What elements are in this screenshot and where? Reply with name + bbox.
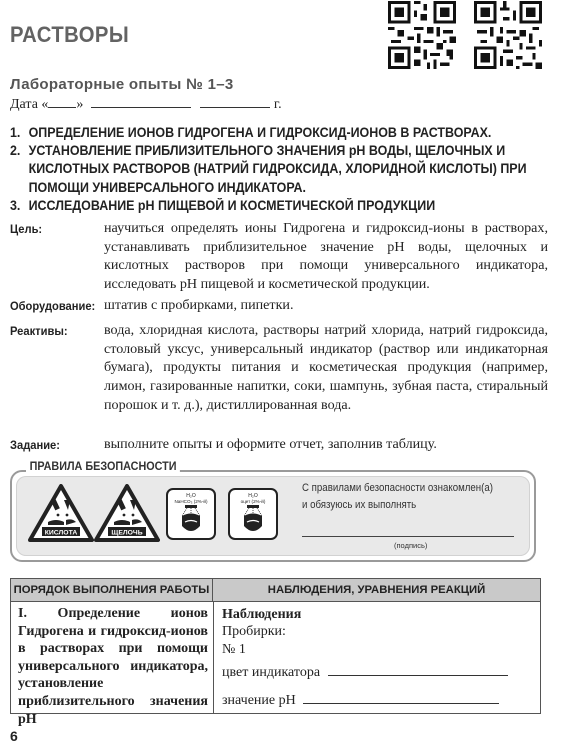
table-header-procedure: ПОРЯДОК ВЫПОЛНЕНИЯ РАБОТЫ <box>11 579 213 602</box>
topic-text: ИССЛЕДОВАНИЕ pH ПИЩЕВОЙ И КОСМЕТИЧЕСКОЙ ПРОДУКЦИИ <box>28 197 436 213</box>
qr-code-icon[interactable] <box>388 0 456 70</box>
vinegar-sign-water: H₂O <box>248 493 258 499</box>
acid-sign-label: КИСЛОТА <box>44 529 78 537</box>
day-blank[interactable] <box>48 96 76 108</box>
qr-code-icon[interactable] <box>474 0 542 70</box>
page-title: РАСТВОРЫ <box>10 22 130 47</box>
ph-value-row <box>222 692 538 709</box>
table-header-observations: НАБЛЮДЕНИЯ, УРАВНЕНИЯ РЕАКЦИЙ <box>213 579 540 602</box>
reagents-label: Реактивы: <box>10 324 68 338</box>
topic-text: УСТАНОВЛЕНИЕ ПРИБЛИЗИТЕЛЬНОГО ЗНАЧЕНИЯ pH ВОДЫ, ЩЕЛОЧНЫХ И КИСЛОТНЫХ РАСТВОРОВ (НАТРИЙ ГИДРОКСИДА, ХЛОРИДНОЙ КИСЛОТЫ) ПРИ ПОМОЩИ УНИВЕРСАЛЬНОГО ИНДИКАТОРА. <box>28 143 527 195</box>
soda-sign-water: H₂O <box>186 493 196 499</box>
page-number: 6 <box>10 728 18 744</box>
date-open-quote: « <box>41 97 49 112</box>
goal-text: научиться определять ионы Гидрогена и гидроксид-ионы в растворах, устанавливать приблизительное значение pH воды, щелочных и кислотных растворов при помощи универсального индикатора, исследовать pH пищевой и косметической продукции. <box>104 220 548 293</box>
vinegar-sign-sublabel: оцет (2%-й) <box>240 499 266 504</box>
year-blank[interactable] <box>200 96 270 108</box>
task-text: выполните опыты и оформите отчет, заполнив таблицу. <box>104 436 437 452</box>
date-close-quote: » <box>76 97 84 112</box>
equipment-label: Оборудование: <box>10 299 96 313</box>
safety-rules-title: ПРАВИЛА БЕЗОПАСНОСТИ <box>26 459 180 473</box>
table-column-divider <box>213 602 214 714</box>
date-label: Дата <box>10 97 38 112</box>
acid-hazard-icon <box>28 484 94 542</box>
topic-item <box>10 124 548 142</box>
month-blank[interactable] <box>91 96 191 108</box>
goal-label: Цель: <box>10 222 43 236</box>
topic-number: 1. <box>10 125 21 140</box>
indicator-color-row <box>222 664 538 681</box>
safety-note-line1: С правилами безопасности ознакомлен(а) <box>302 482 493 494</box>
eye-wash-vinegar-icon <box>228 488 278 540</box>
date-line <box>10 96 282 113</box>
ph-value-label: значение pH <box>222 692 296 708</box>
signature-caption: (подпись) <box>394 541 428 550</box>
reagents-text: вода, хлоридная кислота, растворы натрий хлорида, натрий гидроксида, столовый уксус, универсальный индикатор (раствор или индикаторная бумага), продукты питания и косметическая продукция (например, лимон, газированные напитки, соки, шампунь, зубная паста, стиральный порошок и т. д.), дистиллированная вода. <box>104 322 548 413</box>
equipment-text: штатив с пробирками, пипетки. <box>104 297 294 313</box>
eye-wash-soda-icon <box>166 488 216 540</box>
indicator-color-blank[interactable] <box>328 664 508 676</box>
topic-text: ОПРЕДЕЛЕНИЕ ИОНОВ ГИДРОГЕНА И ГИДРОКСИД-ИОНОВ В РАСТВОРАХ. <box>28 125 492 140</box>
topic-item <box>10 197 548 215</box>
safety-note-line2: и обязуюсь их выполнять <box>302 499 417 511</box>
safety-acknowledgement <box>302 480 493 514</box>
topics-list <box>10 124 550 215</box>
alkali-hazard-icon <box>94 484 160 542</box>
observations-cell <box>222 606 538 709</box>
ph-value-blank[interactable] <box>303 692 499 704</box>
alkali-sign-label: ЩЕЛОЧЬ <box>111 529 143 537</box>
soda-sign-sublabel: NaHCO₃ (2%-й) <box>174 499 208 504</box>
topic-number: 3. <box>10 197 21 213</box>
topic-item <box>10 142 548 197</box>
tube-number: № 1 <box>222 641 246 657</box>
task-label: Задание: <box>10 438 60 452</box>
tubes-label: Пробирки: <box>222 624 286 640</box>
procedure-step: I. Определение ионов Гидрогена и гидроксид-ионов в растворах при помощи универсального индикатора, установление приблизительного значения pH <box>18 606 208 727</box>
lab-title: Лабораторные опыты № 1–3 <box>10 76 234 93</box>
observations-title: Наблюдения <box>222 607 302 622</box>
year-suffix: г. <box>273 97 282 112</box>
topic-number: 2. <box>10 143 21 159</box>
signature-field[interactable] <box>302 536 514 537</box>
indicator-color-label: цвет индикатора <box>222 665 321 681</box>
